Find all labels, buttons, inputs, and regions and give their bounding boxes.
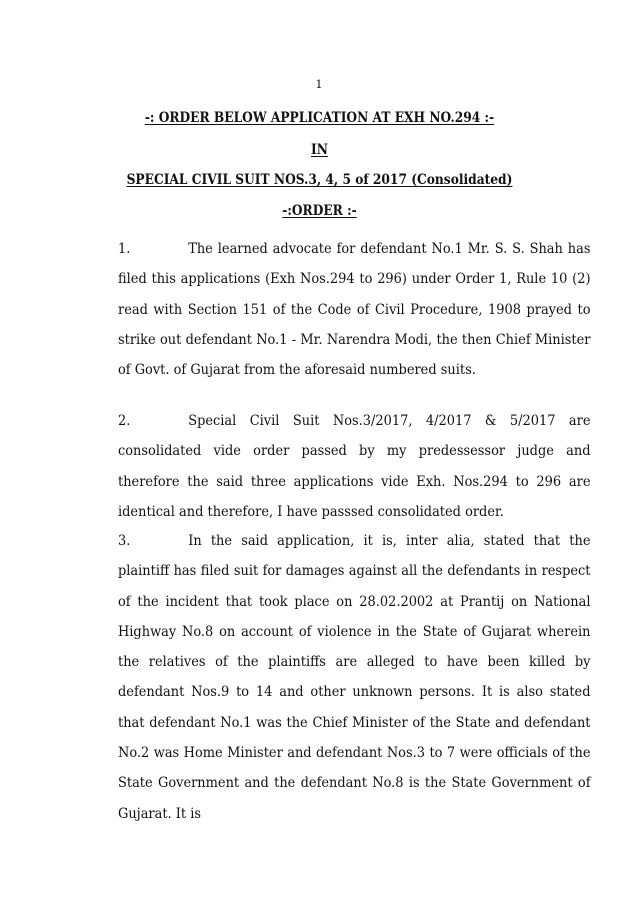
- paragraph-text: In the said application, it is, inter alia, stated that the plaintiff has filed suit for damages against all the defendants in respect of the incident that took place on 28.02.2002 at Prantij on National Highway No.8 on account of violence in the State of Gujarat wherein the relatives of the plaintiffs are alleged to have been killed by defendant Nos.9 to 14 and other unknown persons. It is also stated that defendant No.1 was the Chief Minister of the State and defendant No.2 was Home Minister and defendant Nos.3 to 7 were officials of the State Government and the defendant No.8 is the State Government of Gujarat. It is: [118, 533, 591, 822]
- in-heading: IN: [311, 142, 328, 158]
- paragraph-2: [118, 406, 591, 527]
- paragraph-text: The learned advocate for defendant No.1 Mr. S. S. Shah has filed this applications (Exh Nos.294 to 296) under Order 1, Rule 10 (2) read with Section 151 of the Code of Civil Procedure, 1908 prayed to strike out defendant No.1 - Mr. Narendra Modi, the then Chief Minister of Govt. of Gujarat from the aforesaid numbered suits.: [118, 241, 591, 379]
- suit-heading: SPECIAL CIVIL SUIT NOS.3, 4, 5 of 2017 (Consolidated): [126, 172, 513, 188]
- order-heading: -:ORDER :-: [282, 203, 357, 219]
- order-title: -: ORDER BELOW APPLICATION AT EXH NO.294 :-: [144, 110, 495, 126]
- paragraph-text: Special Civil Suit Nos.3/2017, 4/2017 & 5/2017 are consolidated vide order passed by my predessessor judge and therefore the said three applications vide Exh. Nos.294 to 296 are identical and therefore, I have passsed consolidated order.: [118, 413, 591, 520]
- paragraph-number: 2.: [118, 413, 131, 429]
- paragraph-number: 1.: [118, 241, 131, 257]
- page-number: 1: [315, 78, 323, 91]
- paragraph-3: [118, 526, 591, 829]
- paragraph-1: [118, 234, 591, 385]
- paragraph-number: 3.: [118, 533, 131, 549]
